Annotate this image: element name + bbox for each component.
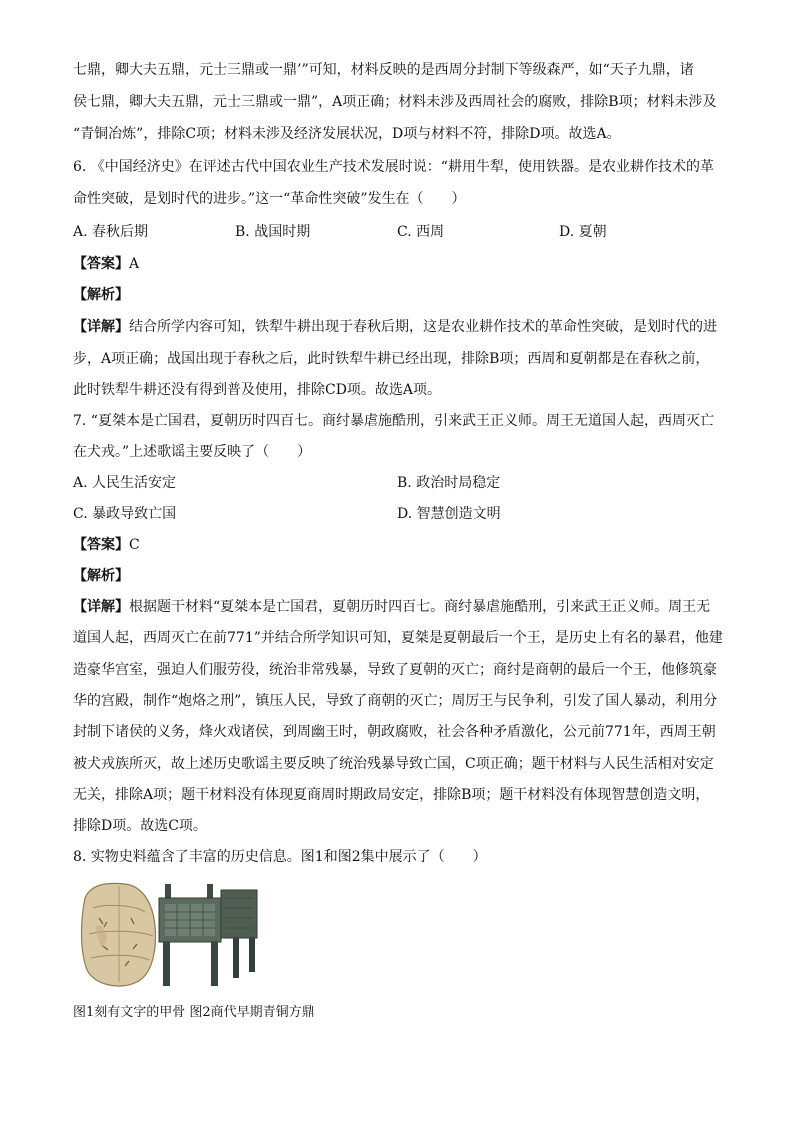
q6-detail-line-3: 此时铁犁牛耕还没有得到普及使用，排除CD项。故选A项。 xyxy=(73,382,442,398)
q7-detail-line-3: 造豪华宫室，强迫人们服劳役，统治非常残暴，导致了夏朝的灭亡；商纣是商朝的最后一个王，他修筑豪 xyxy=(73,662,717,678)
q8-figure-caption: 图1刻有文字的甲骨 图2商代早期青铜方鼎 xyxy=(73,1005,315,1020)
q6-stem-line-1: 6. 《中国经济史》在评述古代中国农业生产技术发展时说：“耕用牛犁，使用铁器。是农业耕作技术的革 xyxy=(73,159,714,175)
q6-option-d: D. 夏朝 xyxy=(559,224,607,240)
q6-answer-tag: 【答案】 xyxy=(73,256,129,272)
q7-detail-text-1: 根据题干材料“夏桀本是亡国君，夏朝历时四百七。商纣暴虐施酷刑，引来武王正义师。周王无 xyxy=(129,599,711,615)
q6-detail-line-1 xyxy=(73,317,723,337)
q7-option-a: A. 人民生活安定 xyxy=(73,475,177,491)
bronze-ding-image xyxy=(159,884,257,986)
q6-stem-line-2: 命性突破，是划时代的进步。”这一“革命性突破”发生在（ ） xyxy=(73,191,466,207)
q7-answer xyxy=(73,535,723,555)
oracle-bone-image xyxy=(82,883,156,986)
q7-detail-line-4: 华的宫殿，制作“炮烙之刑”，镇压人民，导致了商朝的灭亡；周厉王与民争利，引发了国人暴动，利用分 xyxy=(73,693,718,709)
q7-detail-line-7: 无关，排除A项；题干材料没有体现夏商周时期政局安定，排除B项；题干材料没有体现智慧创造文明， xyxy=(73,787,710,803)
q7-detail-line-1 xyxy=(73,597,723,617)
q7-option-c: C. 暴政导致亡国 xyxy=(73,506,177,522)
q7-detail-line-5: 封制下诸侯的义务，烽火戏诸侯，到周幽王时，朝政腐败，社会各种矛盾激化，公元前771年，西周王朝 xyxy=(73,724,716,740)
q8-stem-line-1: 8. 实物史料蕴含了丰富的历史信息。图1和图2集中展示了（ ） xyxy=(73,849,487,865)
q6-option-a: A. 春秋后期 xyxy=(73,224,149,240)
q6-detail-text-1: 结合所学内容可知，铁犁牛耕出现于春秋后期，这是农业耕作技术的革命性突破，是划时代的进 xyxy=(129,319,717,335)
intro-line-2: 侯七鼎，卿大夫五鼎，元士三鼎或一鼎”，A项正确；材料未涉及西周社会的腐败，排除B项；材料未涉及 xyxy=(73,94,717,110)
q7-option-d: D. 智慧创造文明 xyxy=(397,506,501,522)
intro-line-3: “青铜冶炼”，排除C项；材料未涉及经济发展状况，D项与材料不符，排除D项。故选A。 xyxy=(73,126,621,142)
q7-stem-line-1: 7. “夏桀本是亡国君，夏朝历时四百七。商纣暴虐施酷刑，引来武王正义师。周王无道国人起，西周灭亡 xyxy=(73,413,714,429)
q7-option-b: B. 政治时局稳定 xyxy=(397,475,501,491)
q6-answer-value: A xyxy=(129,256,140,272)
q7-detail-line-8: 排除D项。故选C项。 xyxy=(73,818,207,834)
q6-analysis-tag: 【解析】 xyxy=(73,287,129,303)
q7-stem-line-2: 在犬戎。”上述歌谣主要反映了（ ） xyxy=(73,444,312,460)
q7-answer-tag: 【答案】 xyxy=(73,537,129,553)
intro-line-1: 七鼎，卿大夫五鼎，元士三鼎或一鼎’”可知，材料反映的是西周分封制下等级森严，如“天子九鼎，诸 xyxy=(73,62,694,78)
q6-option-b: B. 战国时期 xyxy=(235,224,311,240)
q7-answer-value: C xyxy=(129,537,140,553)
q7-detail-tag: 【详解】 xyxy=(73,599,129,615)
q6-detail-line-2: 步，A项正确；战国出现于春秋之后，此时铁犁牛耕已经出现，排除B项；西周和夏朝都是在春秋之前， xyxy=(73,351,710,367)
q6-answer xyxy=(73,254,723,274)
q8-figures xyxy=(73,878,263,990)
q7-detail-line-2: 道国人起，西周灭亡在前771”并结合所学知识可知，夏桀是夏朝最后一个王，是历史上有名的暴君，他建 xyxy=(73,630,723,646)
q7-analysis-tag: 【解析】 xyxy=(73,568,129,584)
q7-detail-line-6: 被犬戎族所灭，故上述历史歌谣主要反映了统治残暴导致亡国，C项正确；题干材料与人民生活相对安定 xyxy=(73,756,714,772)
q6-option-c: C. 西周 xyxy=(397,224,445,240)
q6-detail-tag: 【详解】 xyxy=(73,319,129,335)
